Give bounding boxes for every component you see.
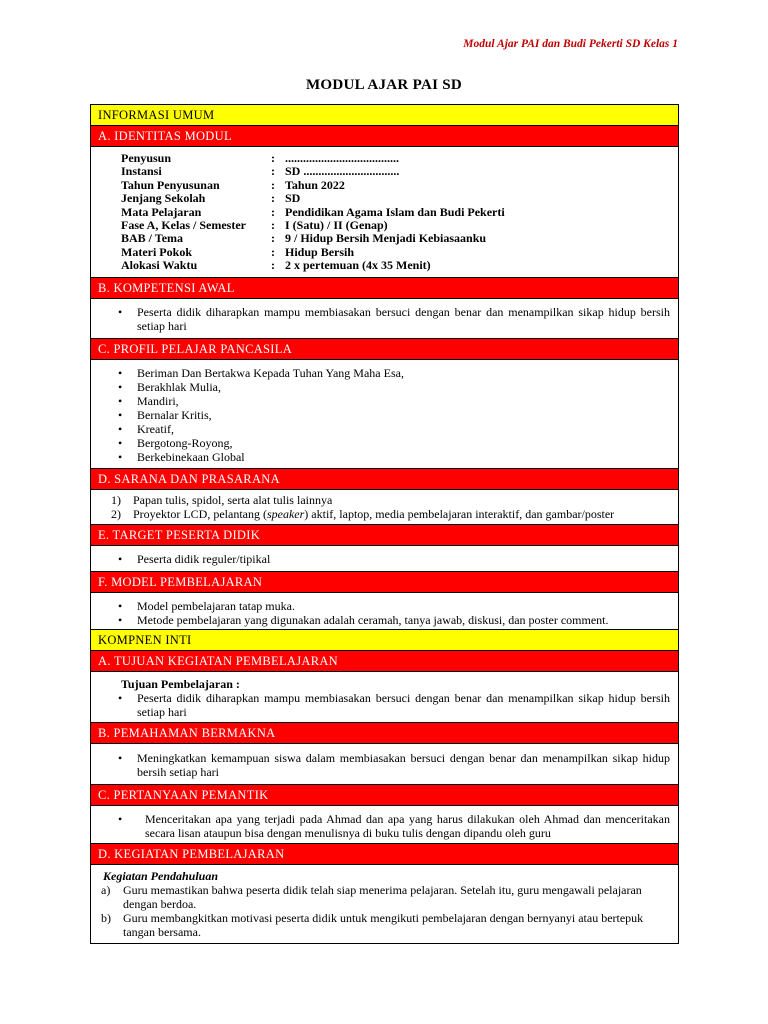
list-marker: 2)	[111, 506, 121, 521]
identitas-value: 9 / Hidup Bersih Menjadi Kebiasaanku	[285, 231, 487, 246]
identitas-label: Jenjang Sekolah	[121, 191, 206, 206]
list-item	[99, 507, 670, 521]
heading-kompetensi-awal: B. KOMPETENSI AWAL	[91, 278, 678, 299]
list-item	[99, 911, 670, 939]
identitas-label: Mata Pelajaran	[121, 204, 202, 219]
identitas-value: SD ................................	[285, 164, 400, 179]
section-informasi-umum: INFORMASI UMUM	[91, 105, 678, 126]
heading-tujuan-kegiatan: A. TUJUAN KEGIATAN PEMBELAJARAN	[91, 651, 678, 672]
identitas-sep: :	[271, 204, 275, 219]
model-body	[91, 593, 678, 630]
list-item: • Peserta didik diharapkan mampu membiasakan bersuci dengan benar dan menampilkan sikap hidup bersih setiap hari	[99, 691, 670, 719]
heading-pemahaman-bermakna: B. PEMAHAMAN BERMAKNA	[91, 723, 678, 744]
list-item: • Model pembelajaran tatap muka.	[99, 599, 670, 613]
profil-body	[91, 360, 678, 469]
list-item	[99, 883, 670, 911]
list-text: Papan tulis, spidol, serta alat tulis lainnya	[133, 492, 333, 507]
heading-model-pembelajaran: F. MODEL PEMBELAJARAN	[91, 572, 678, 593]
list-item: • Metode pembelajaran yang digunakan adalah ceramah, tanya jawab, diskusi, dan poster comment.	[99, 613, 670, 627]
heading-sarana-prasarana: D. SARANA DAN PRASARANA	[91, 469, 678, 490]
identitas-label: Tahun Penyusunan	[121, 177, 220, 192]
identitas-label: Fase A, Kelas / Semester	[121, 218, 246, 233]
identitas-sep: :	[271, 191, 275, 206]
identitas-sep: :	[271, 231, 275, 246]
heading-pertanyaan-pemantik: C. PERTANYAAN PEMANTIK	[91, 785, 678, 806]
identitas-value: Tahun 2022	[285, 177, 345, 192]
identitas-value: I (Satu) / II (Genap)	[285, 218, 388, 233]
kompetensi-body	[91, 299, 678, 339]
heading-profil-pelajar: C. PROFIL PELAJAR PANCASILA	[91, 339, 678, 360]
identitas-grid	[99, 152, 670, 273]
identitas-label: Instansi	[121, 164, 162, 179]
heading-identitas-modul: A. IDENTITAS MODUL	[91, 126, 678, 147]
heading-target-peserta: E. TARGET PESERTA DIDIK	[91, 525, 678, 546]
list-marker: b)	[101, 910, 111, 925]
list-text: Proyektor LCD, pelantang (	[133, 506, 267, 521]
list-marker: 1)	[111, 492, 121, 507]
sarana-body	[91, 490, 678, 525]
heading-kegiatan-pembelajaran: D. KEGIATAN PEMBELAJARAN	[91, 844, 678, 865]
list-item	[99, 493, 670, 507]
identitas-value: ......................................	[285, 151, 399, 165]
list-item: • Kreatif,	[99, 422, 670, 436]
list-item: • Meningkatkan kemampuan siswa dalam membiasakan bersuci dengan benar dan menampilkan sikap hidup bersih setiap hari	[99, 751, 670, 779]
list-item: • Berakhlak Mulia,	[99, 380, 670, 394]
identitas-value: 2 x pertemuan (4x 35 Menit)	[285, 258, 431, 273]
list-item: • Berkebinekaan Global	[99, 450, 670, 464]
kegiatan-subheading: Kegiatan Pendahuluan	[103, 868, 219, 883]
identitas-sep: :	[271, 177, 275, 192]
identitas-label: Materi Pokok	[121, 244, 192, 259]
list-text: ) aktif, laptop, media pembelajaran interaktif, dan gambar/poster	[304, 506, 615, 521]
list-item: • Beriman Dan Bertakwa Kepada Tuhan Yang Maha Esa,	[99, 366, 670, 380]
list-marker: a)	[101, 882, 111, 897]
identitas-value: SD	[285, 191, 301, 206]
identitas-label: Penyusun	[121, 151, 172, 165]
pertanyaan-body	[91, 806, 678, 844]
module-table	[90, 104, 679, 944]
identitas-sep: :	[271, 164, 275, 179]
running-header: Modul Ajar PAI dan Budi Pekerti SD Kelas 1	[463, 38, 678, 50]
kegiatan-body	[91, 865, 678, 944]
list-text-italic: speaker	[266, 506, 305, 521]
identitas-sep: :	[271, 244, 275, 259]
list-text: Guru membangkitkan motivasi peserta didik untuk mengikuti pembelajaran dengan bernyanyi atau bertepuk tangan bersama.	[123, 910, 644, 939]
identitas-sep: :	[271, 218, 275, 233]
list-item: • Peserta didik diharapkan mampu membiasakan bersuci dengan benar dan menampilkan sikap hidup bersih setiap hari	[99, 305, 670, 333]
section-komponen-inti: KOMPNEN INTI	[91, 630, 678, 651]
identitas-value: Hidup Bersih	[285, 244, 355, 259]
target-body	[91, 546, 678, 572]
list-item: • Mandiri,	[99, 394, 670, 408]
identitas-sep: :	[271, 151, 275, 165]
list-text: Guru memastikan bahwa peserta didik telah siap menerima pelajaran. Setelah itu, guru mengawali pelajaran dengan berdoa.	[123, 882, 642, 911]
tujuan-body	[91, 672, 678, 723]
identitas-sep: :	[271, 258, 275, 273]
list-item: • Menceritakan apa yang terjadi pada Ahmad dan apa yang harus dilakukan oleh Ahmad dan menceritakan secara lisan ataupun bisa dengan menulisnya di buku tulis dengan dipandu oleh guru	[99, 812, 670, 840]
list-item: • Peserta didik reguler/tipikal	[99, 552, 670, 566]
tujuan-subheading: Tujuan Pembelajaran :	[121, 676, 240, 691]
identitas-body	[91, 147, 678, 278]
document-title: MODUL AJAR PAI SD	[305, 77, 463, 93]
identitas-value: Pendidikan Agama Islam dan Budi Pekerti	[285, 204, 505, 219]
list-item: • Bernalar Kritis,	[99, 408, 670, 422]
identitas-label: BAB / Tema	[121, 231, 184, 246]
identitas-label: Alokasi Waktu	[121, 258, 198, 273]
list-item: • Bergotong-Royong,	[99, 436, 670, 450]
pemahaman-body	[91, 744, 678, 785]
